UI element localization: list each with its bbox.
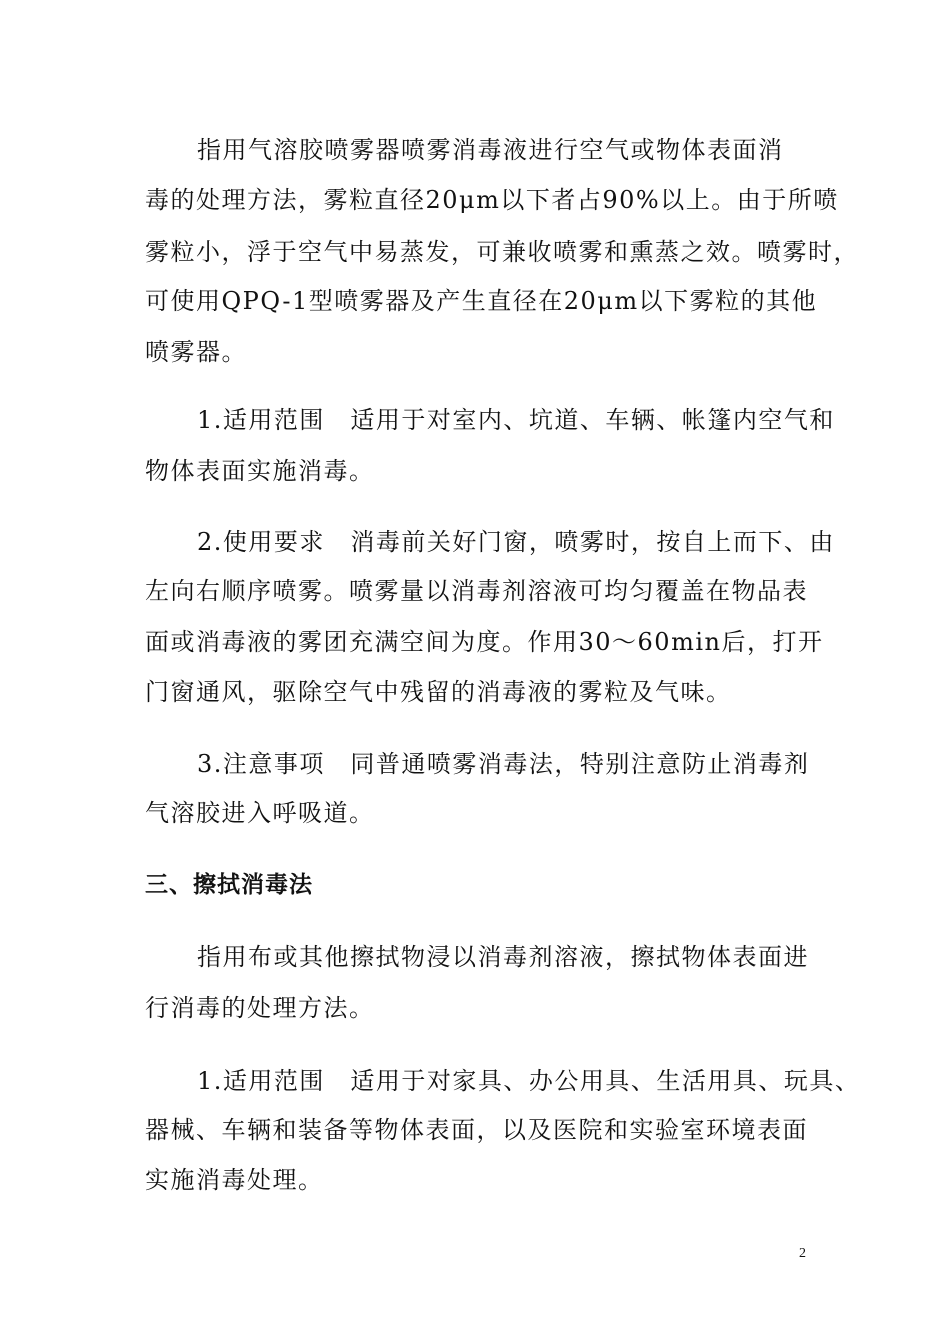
paragraph-line: 左向右顺序喷雾。喷雾量以消毒剂溶液可均匀覆盖在物品表	[145, 577, 808, 605]
paragraph-line: 面或消毒液的雾团充满空间为度。作用30～60min后，打开	[145, 628, 824, 656]
paragraph-line: 可使用QPQ-1型喷雾器及产生直径在20μm以下雾粒的其他	[145, 287, 818, 315]
paragraph-line: 行消毒的处理方法。	[145, 994, 375, 1022]
paragraph-line: 雾粒小，浮于空气中易蒸发，可兼收喷雾和熏蒸之效。喷雾时，	[145, 238, 859, 266]
paragraph-line: 物体表面实施消毒。	[145, 457, 375, 485]
paragraph-line: 门窗通风，驱除空气中残留的消毒液的雾粒及气味。	[145, 678, 732, 706]
paragraph-line: 2.使用要求 消毒前关好门窗，喷雾时，按自上而下、由	[197, 528, 835, 556]
paragraph-line: 实施消毒处理。	[145, 1166, 324, 1194]
page-number: 2	[799, 1246, 806, 1261]
paragraph-line: 指用布或其他擦拭物浸以消毒剂溶液，擦拭物体表面进	[197, 943, 809, 971]
paragraph-line: 1.适用范围 适用于对室内、坑道、车辆、帐篷内空气和	[197, 406, 835, 434]
section-heading: 三、擦拭消毒法	[145, 872, 313, 898]
paragraph-line: 气溶胶进入呼吸道。	[145, 799, 375, 827]
paragraph-line: 1.适用范围 适用于对家具、办公用具、生活用具、玩具、	[197, 1067, 861, 1095]
paragraph-line: 3.注意事项 同普通喷雾消毒法，特别注意防止消毒剂	[197, 750, 810, 778]
paragraph-line: 指用气溶胶喷雾器喷雾消毒液进行空气或物体表面消	[197, 136, 784, 164]
paragraph-line: 器械、车辆和装备等物体表面，以及医院和实验室环境表面	[145, 1116, 808, 1144]
paragraph-line: 毒的处理方法，雾粒直径20μm以下者占90%以上。由于所喷	[145, 186, 839, 214]
paragraph-line: 喷雾器。	[145, 338, 247, 366]
